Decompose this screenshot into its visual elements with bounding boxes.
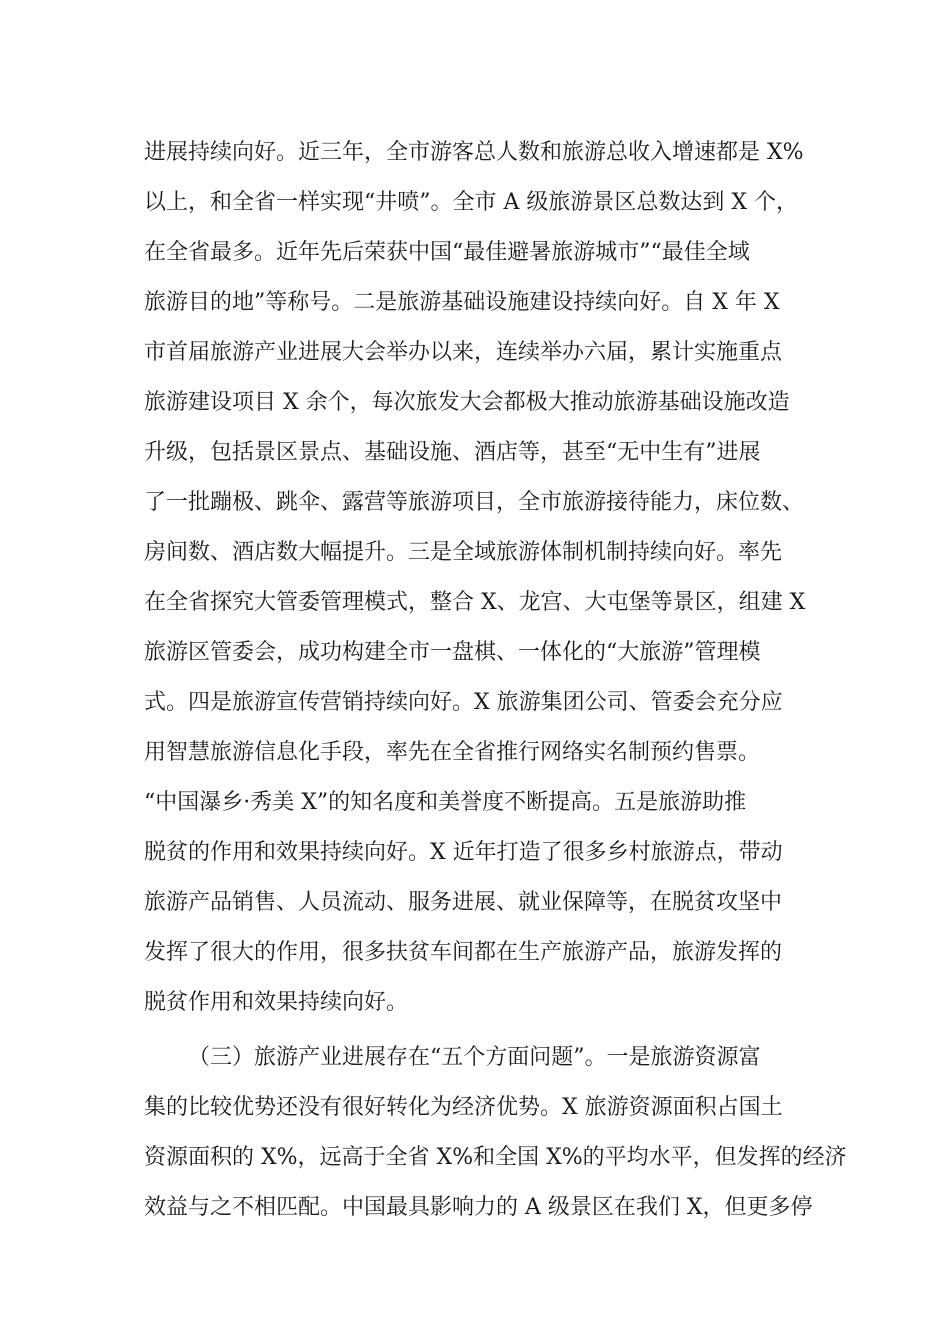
paragraph-1 bbox=[144, 128, 834, 1028]
text-line: 进展持续向好。近三年，全市游客总人数和旅游总收入增速都是 X% bbox=[144, 140, 804, 165]
text-line: 升级，包括景区景点、基础设施、酒店等，甚至“无中生有”进展 bbox=[144, 440, 761, 465]
text-line: 在全省探究大管委管理模式，整合 X、龙宫、大屯堡等景区，组建 X bbox=[144, 590, 806, 615]
text-line: “中国瀑乡·秀美 X”的知名度和美誉度不断提高。五是旅游助推 bbox=[144, 790, 747, 815]
text-line: 资源面积的 X%，远高于全省 X%和全国 X%的平均水平，但发挥的经济 bbox=[144, 1145, 847, 1170]
text-line: 旅游建设项目 X 余个，每次旅发大会都极大推动旅游基础设施改造 bbox=[144, 390, 790, 415]
text-line: 旅游产品销售、人员流动、服务进展、就业保障等，在脱贫攻坚中 bbox=[144, 890, 783, 915]
text-line: 效益与之不相匹配。中国最具影响力的 A 级景区在我们 X，但更多停 bbox=[144, 1195, 813, 1220]
text-line: （三）旅游产业进展存在“五个方面问题”。一是旅游资源富 bbox=[188, 1045, 761, 1070]
text-line: 用智慧旅游信息化手段，率先在全省推行网络实名制预约售票。 bbox=[144, 740, 761, 765]
text-line: 集的比较优势还没有很好转化为经济优势。X 旅游资源面积占国土 bbox=[144, 1095, 783, 1120]
text-line: 发挥了很大的作用，很多扶贫车间都在生产旅游产品，旅游发挥的 bbox=[144, 940, 783, 965]
text-line: 了一批蹦极、跳伞、露营等旅游项目，全市旅游接待能力，床位数、 bbox=[144, 490, 805, 515]
text-line: 以上，和全省一样实现“井喷”。全市 A 级旅游景区总数达到 X 个， bbox=[144, 190, 799, 215]
text-line: 房间数、酒店数大幅提升。三是全域旅游体制机制持续向好。率先 bbox=[144, 540, 783, 565]
text-line: 脱贫作用和效果持续向好。 bbox=[144, 990, 409, 1015]
text-line: 旅游区管委会，成功构建全市一盘棋、一体化的“大旅游”管理模 bbox=[144, 640, 761, 665]
paragraph-2 bbox=[144, 1033, 847, 1233]
text-line: 脱贫的作用和效果持续向好。X 近年打造了很多乡村旅游点，带动 bbox=[144, 840, 783, 865]
text-line: 在全省最多。近年先后荣获中国“最佳避暑旅游城市”“最佳全域 bbox=[144, 240, 750, 265]
text-line: 市首届旅游产业进展大会举办以来，连续举办六届，累计实施重点 bbox=[144, 340, 783, 365]
body-text bbox=[144, 128, 847, 1233]
text-line: 旅游目的地”等称号。二是旅游基础设施建设持续向好。自 X 年 X bbox=[144, 290, 780, 315]
text-line: 式。四是旅游宣传营销持续向好。X 旅游集团公司、管委会充分应 bbox=[144, 690, 783, 715]
